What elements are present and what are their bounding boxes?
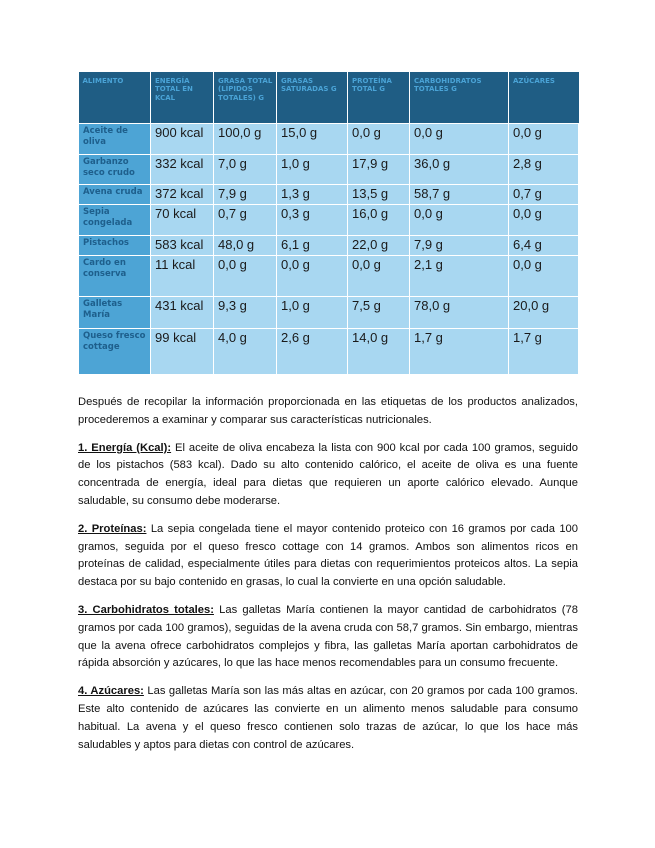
section-body: Las galletas María son las más altas en azúcar, con 20 gramos por cada 100 gramos. Este alto contenido de azúcares las convierte en un alimento menos saludable para consumo habitual. La avena y el queso fresco contienen solo trazas de azúcar, lo que los hace más saludables y aptos para dietas con control de azúcares. [78,685,578,751]
intro-paragraph: Después de recopilar la información proporcionada en las etiquetas de los productos analizados, procederemos a examinar y comparar sus características nutricionales. [78,396,578,426]
total-fat-cell: 48,0 g [214,236,277,256]
table-row [79,236,579,256]
saturated-fat-cell: 1,0 g [277,155,348,185]
energy-cell: 372 kcal [151,185,214,205]
energy-cell: 11 kcal [151,256,214,297]
energy-cell: 583 kcal [151,236,214,256]
saturated-fat-cell: 0,0 g [277,256,348,297]
header-carbohydrates: CARBOHIDRATOS TOTALES G [410,72,509,124]
sugars-cell: 0,0 g [509,256,579,297]
protein-cell: 17,9 g [348,155,410,185]
food-name: Pistachos [79,236,151,256]
total-fat-cell: 4,0 g [214,329,277,375]
sugars-cell: 2,8 g [509,155,579,185]
section-energy [78,440,578,511]
saturated-fat-cell: 6,1 g [277,236,348,256]
carbohydrates-cell: 2,1 g [410,256,509,297]
protein-cell: 14,0 g [348,329,410,375]
header-food: ALIMENTO [79,72,151,124]
food-name: Garbanzo seco crudo [79,155,151,185]
energy-cell: 332 kcal [151,155,214,185]
energy-cell: 99 kcal [151,329,214,375]
table-row [79,124,579,155]
section-heading: 3. Carbohidratos totales: [78,603,214,616]
saturated-fat-cell: 1,3 g [277,185,348,205]
sugars-cell: 6,4 g [509,236,579,256]
section-carbohydrates [78,602,578,673]
saturated-fat-cell: 1,0 g [277,297,348,329]
sugars-cell: 0,7 g [509,185,579,205]
total-fat-cell: 100,0 g [214,124,277,155]
table-row [79,297,579,329]
saturated-fat-cell: 15,0 g [277,124,348,155]
section-heading: 1. Energía (Kcal): [78,441,172,454]
total-fat-cell: 7,0 g [214,155,277,185]
protein-cell: 13,5 g [348,185,410,205]
sugars-cell: 0,0 g [509,124,579,155]
carbohydrates-cell: 58,7 g [410,185,509,205]
table-row [79,155,579,185]
food-name: Sepia congelada [79,205,151,236]
header-protein: PROTEÍNA TOTAL G [348,72,410,124]
total-fat-cell: 7,9 g [214,185,277,205]
sugars-cell: 20,0 g [509,297,579,329]
energy-cell: 70 kcal [151,205,214,236]
saturated-fat-cell: 2,6 g [277,329,348,375]
saturated-fat-cell: 0,3 g [277,205,348,236]
header-energy: ENERGÍA TOTAL EN KCAL [151,72,214,124]
header-saturated-fat: GRASAS SATURADAS G [277,72,348,124]
food-name: Avena cruda [79,185,151,205]
food-name: Cardo en conserva [79,256,151,297]
energy-cell: 900 kcal [151,124,214,155]
table-row [79,329,579,375]
carbohydrates-cell: 0,0 g [410,205,509,236]
carbohydrates-cell: 36,0 g [410,155,509,185]
sugars-cell: 0,0 g [509,205,579,236]
carbohydrates-cell: 78,0 g [410,297,509,329]
protein-cell: 16,0 g [348,205,410,236]
table-row [79,205,579,236]
protein-cell: 0,0 g [348,124,410,155]
food-name: Galletas María [79,297,151,329]
protein-cell: 7,5 g [348,297,410,329]
energy-cell: 431 kcal [151,297,214,329]
protein-cell: 0,0 g [348,256,410,297]
sugars-cell: 1,7 g [509,329,579,375]
section-sugars [78,683,578,754]
table-row [79,185,579,205]
protein-cell: 22,0 g [348,236,410,256]
total-fat-cell: 9,3 g [214,297,277,329]
section-heading: 2. Proteínas: [78,522,147,535]
food-name: Queso fresco cottage [79,329,151,375]
header-total-fat: GRASA TOTAL (LÍPIDOS TOTALES) G [214,72,277,124]
carbohydrates-cell: 0,0 g [410,124,509,155]
section-body: El aceite de oliva encabeza la lista con 900 kcal por cada 100 gramos, seguido de los pistachos (583 kcal). Dado su alto contenido calórico, el aceite de oliva es una fuente concentrada de energía, ideal para dietas que requieren un aporte calórico elevado. Aunque saludable, su consumo debe moderarse. [78,441,579,507]
table-header-row [79,72,579,124]
carbohydrates-cell: 7,9 g [410,236,509,256]
analysis-text [78,394,578,764]
header-sugars: AZÚCARES [509,72,579,124]
carbohydrates-cell: 1,7 g [410,329,509,375]
nutrition-table [78,72,579,375]
total-fat-cell: 0,0 g [214,256,277,297]
section-heading: 4. Azúcares: [78,685,144,698]
table-row [79,256,579,297]
section-body: La sepia congelada tiene el mayor contenido proteico con 16 gramos por cada 100 gramos, seguida por el queso fresco cottage con 14 gramos. Ambos son alimentos ricos en proteínas de calidad, especialmente útiles para dietas con requerimientos proteicos altos. La sepia destaca por su bajo contenido en grasas, lo cual la convierte en una opción saludable. [78,522,578,589]
food-name: Aceite de oliva [79,124,151,155]
section-body: Las galletas María contienen la mayor cantidad de carbohidratos (78 gramos por cada 100 gramos), seguidas de la avena cruda con 58,7 gramos. Sin embargo, mientras que la avena ofrece carbohidratos complejos y fibra, las galletas María aportan carbohidratos de rápida absorción y azúcares, lo que las hace menos recomendables para un consumo frecuente. [78,603,578,670]
total-fat-cell: 0,7 g [214,205,277,236]
section-proteins [78,521,578,592]
